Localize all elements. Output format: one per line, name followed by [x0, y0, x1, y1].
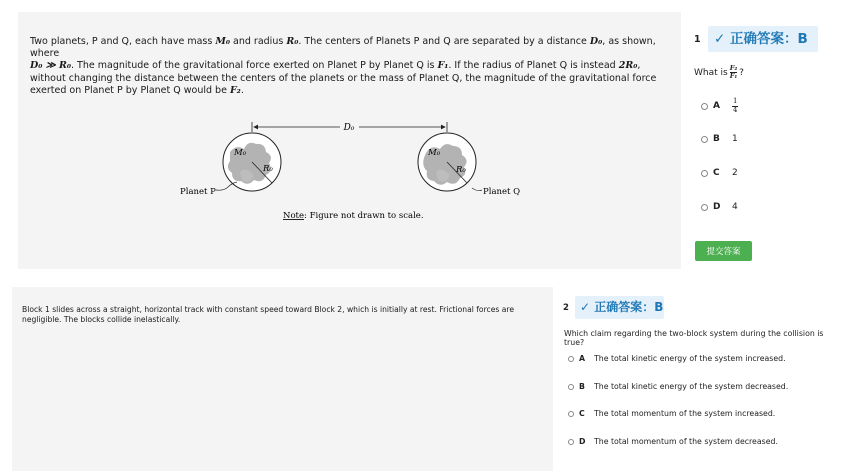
stem-text: , without changing the distance between the centers of the planets or the mass of Planet Q, the magnitude of the gravitational force exerted on Planet P by Planet Q would be [30, 60, 657, 96]
choice-b[interactable] [701, 134, 738, 144]
force-2-symbol: F₂ [229, 84, 241, 96]
choice-d[interactable] [701, 202, 738, 212]
choice-text: The total momentum of the system increased. [594, 409, 776, 418]
note-text: : Figure not drawn to scale. [304, 211, 424, 221]
fraction-denominator: F₁ [729, 72, 738, 80]
question-1-stem-panel [18, 12, 681, 269]
stem-text: and radius [230, 36, 287, 47]
choice-b[interactable] [568, 382, 788, 391]
stem-text: . The centers of Planets P and Q are separated by a distance [298, 36, 590, 47]
new-radius-symbol: 2R₀ [618, 60, 638, 72]
radio-button[interactable] [701, 170, 708, 177]
radio-button[interactable] [568, 439, 574, 445]
choice-letter: A [713, 101, 720, 111]
stem-text: . If the radius of Planet Q is instead [448, 60, 619, 72]
radius-symbol: R₀ [286, 36, 299, 47]
stem-text: Two planets, P and Q, each have mass [30, 36, 216, 47]
correct-answer-badge: ✓ 正确答案：B [708, 26, 818, 52]
mass-symbol: M₀ [215, 36, 231, 47]
radio-button[interactable] [568, 411, 574, 417]
choice-letter: B [579, 382, 585, 391]
planet-p-radius-label: R₀ [263, 164, 273, 174]
choice-text: 2 [732, 168, 738, 178]
question-number: 1 [694, 34, 701, 45]
question-2-stem-panel [12, 287, 553, 471]
planet-q [418, 133, 482, 191]
note-word: Note [283, 211, 305, 221]
prompt-text: What is [694, 67, 728, 78]
figure-note [283, 211, 424, 221]
planet-p [216, 133, 281, 191]
planet-q-radius-label: R₀ [456, 165, 466, 175]
choice-letter: D [579, 437, 586, 446]
fraction [730, 65, 737, 80]
question-2-stem: Block 1 slides across a straight, horizontal track with constant speed toward Block 2, which is initially at rest. Frictional forces are negligible. The blocks collide inelastically. [22, 305, 515, 324]
stem-text: , as shown, where [30, 36, 656, 60]
choice-text: 4 [732, 202, 738, 212]
question-prompt: Which claim regarding the two-block system during the collision is true? [564, 329, 824, 347]
choice-letter: A [579, 354, 586, 363]
choice-d[interactable] [568, 437, 778, 446]
choice-c[interactable] [701, 168, 738, 178]
fraction-numerator: 1 [733, 97, 738, 105]
choice-text: The total kinetic energy of the system decreased. [594, 382, 789, 391]
fraction-denominator: 4 [733, 105, 738, 114]
distance-label: D₀ [343, 123, 355, 133]
question-number: 2 [563, 303, 569, 313]
fraction-numerator: F₂ [729, 64, 738, 72]
stem-text: . [240, 84, 244, 96]
condition-expression: D₀ ≫ R₀ [30, 60, 72, 72]
radio-button[interactable] [568, 384, 574, 390]
choice-letter: C [579, 409, 585, 418]
choice-a[interactable] [701, 98, 738, 114]
submit-answer-button[interactable]: 提交答案 [695, 241, 752, 261]
choice-fraction [732, 98, 738, 114]
choice-letter: D [713, 202, 721, 212]
question-1-answer-panel [681, 12, 845, 269]
planet-q-label: Planet Q [483, 187, 521, 197]
planet-p-mass-label: M₀ [234, 148, 247, 158]
correct-answer-badge: ✓ 正确答案：B [575, 296, 664, 319]
planet-q-mass-label: M₀ [428, 148, 441, 158]
question-prompt [694, 65, 744, 80]
question-2-answer-panel [553, 287, 845, 471]
stem-text: . The magnitude of the gravitational force exerted on Planet P by Planet Q is [71, 60, 438, 72]
prompt-text: ? [739, 67, 744, 78]
choice-c[interactable] [568, 409, 775, 418]
choice-letter: B [713, 134, 720, 144]
radio-button[interactable] [701, 103, 708, 110]
planets-figure [18, 12, 681, 269]
choice-text: The total momentum of the system decreased. [594, 437, 778, 446]
radio-button[interactable] [701, 204, 708, 211]
choice-text: The total kinetic energy of the system increased. [594, 354, 786, 363]
planet-p-label: Planet P [180, 187, 216, 197]
choice-a[interactable] [568, 354, 786, 363]
choice-text: 1 [732, 134, 738, 144]
radio-button[interactable] [568, 356, 574, 362]
radio-button[interactable] [701, 136, 708, 143]
choice-letter: C [713, 168, 720, 178]
force-1-symbol: F₁ [437, 60, 449, 72]
distance-symbol: D₀ [589, 36, 603, 47]
